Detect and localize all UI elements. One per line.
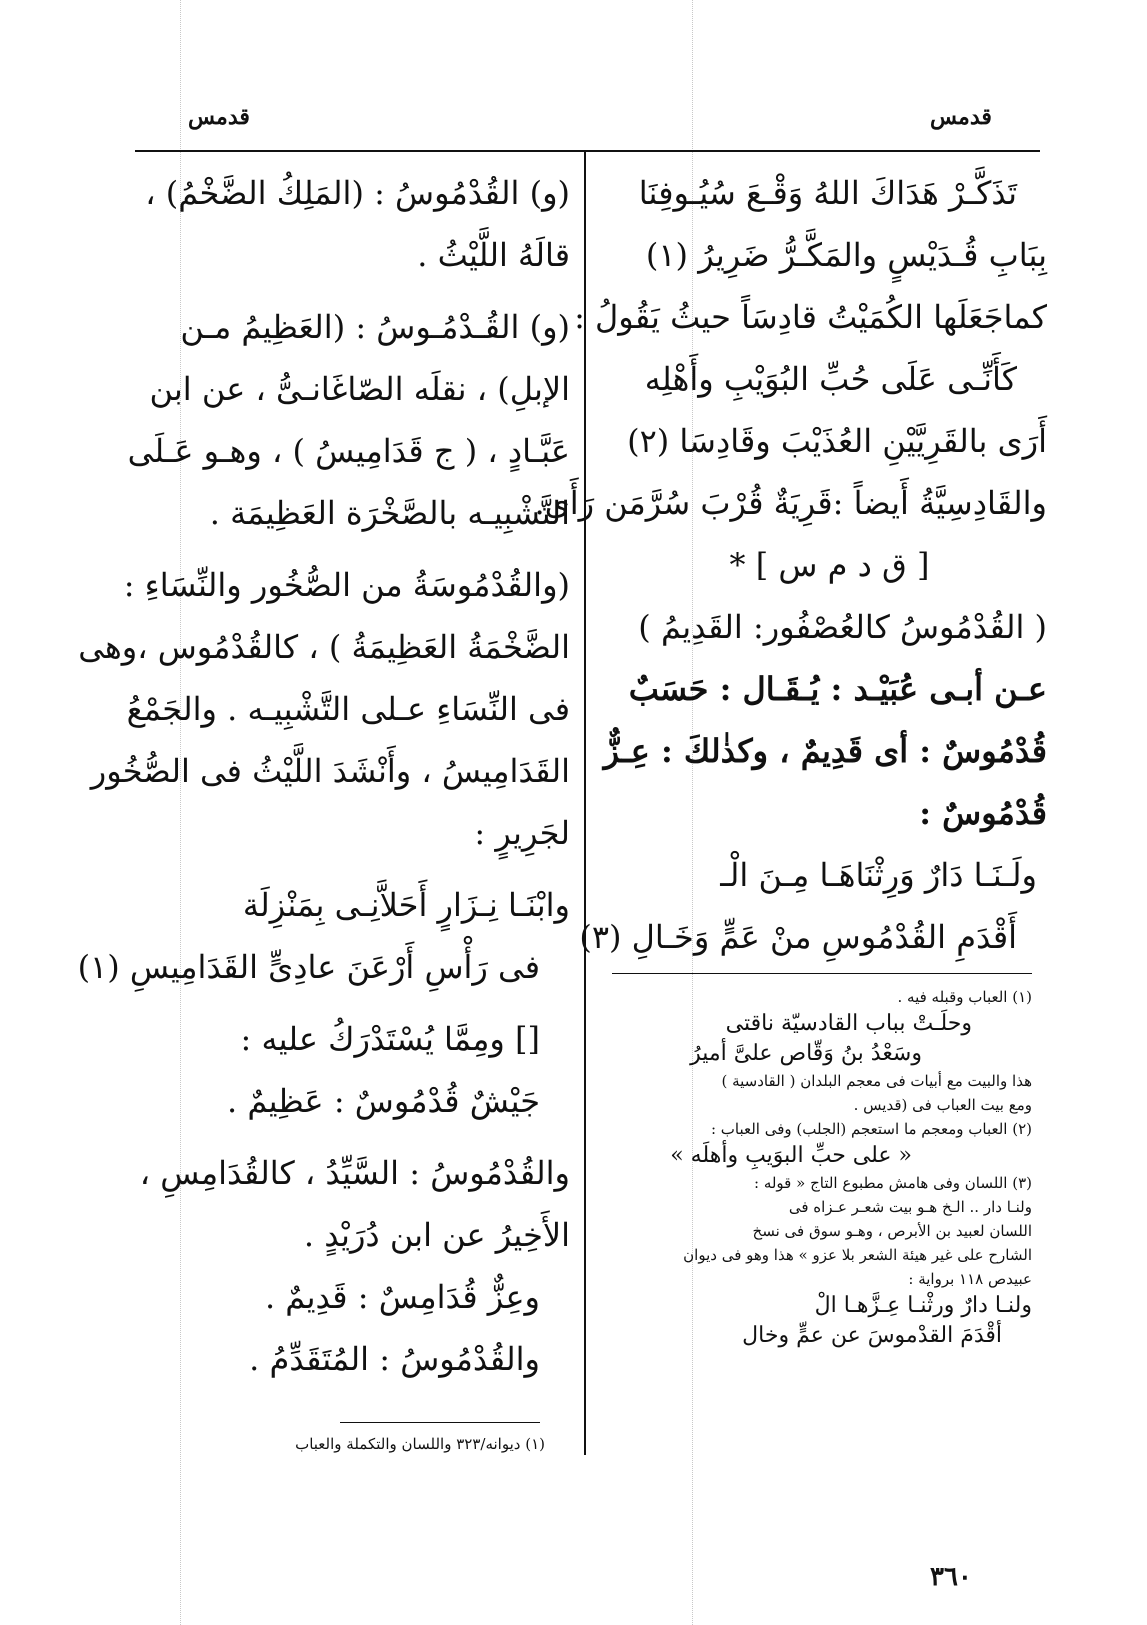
verse-line: ولَـنَـا دَارٌ وَرِثْنَاهَـا مِـنَ الْـ [720,856,1037,894]
footnote-verse: « على حبِّ البوَيبِ وأهلَه » [670,1143,912,1168]
verse-line: أَقْدَمِ القُدْمُوسِ منْ عَمٍّ وَخَـالِ (٣) [579,918,1017,956]
verse-line: أَرَى بالقَرِيَّيْنِ العُذَيْبَ وقَادِسَا (٢) [627,422,1047,460]
text-line: لجَرِيرٍ : [474,814,570,852]
text-line: والقُدْمُوسُ : المُتَقَدِّمُ . [249,1340,540,1378]
footnote-text: اللسان لعبيد بن الأبرص ، وهـو سوق فى نسخ [752,1222,1032,1240]
entry-heading: [ ق د م س ] * [729,546,930,584]
text-line: ( القُدْمُوسُ كالعُصْفُور: القَدِيمُ ) [638,608,1047,646]
footnote-text: ولنـا دار .. الـخ هـو بيت شعـر عـزاه فى [788,1198,1032,1216]
footnote-text: هذا والبيت مع أبيات فى معجم البلدان ( القادسية ) [721,1072,1032,1090]
text-line: قُدْمُوسٌ : [919,794,1047,832]
text-line: [] ومِمَّا يُسْتَدْرَكُ عليه : [240,1020,540,1058]
text-line: القَدَامِيسُ ، وأَنْشَدَ اللَّيْثُ فى الصُّخُور [90,752,570,790]
text-line: عَبَّـادٍ ، ( ج قَدَامِيسُ ) ، وهـو عَـلَى [127,432,570,470]
footnote-verse: وحلَـتْ بباب القادسيّة ناقتى [725,1011,972,1036]
text-line: والقَادِسِيَّةُ أَيضاً :قَرِيَةٌ قُرْبَ سُرَّمَن رَأَى. [534,484,1047,522]
text-line: فى النِّسَاءِ عـلى التَّشْبِيـه . والجَمْعُ [126,690,570,728]
footnote-left: (١) ديوانه/٣٢٣ واللسان والتكملة والعباب [295,1435,545,1453]
verse-line: بِبَابِ قُـدَيْسٍ والمَكَّـرُّ ضَرِيرُ (١) [645,236,1047,274]
footnote-text: عبيدص ١١٨ برواية : [908,1270,1032,1288]
text-line: والقُدْمُوسُ : السَّيِّدُ ، كالقُدَامِسِ ، [139,1154,570,1192]
verse-line: كَأَنِّـى عَلَى حُبِّ البُوَيْبِ وأَهْلِه [644,360,1017,398]
footnotes-right [612,985,1032,1351]
text-line: كماجَعَلَها الكُمَيْتُ قادِسَاً حيثُ يَقُولُ : [574,298,1047,336]
text-line: الضَّخْمَةُ العَظِيمَةُ ) ، كالقُدْمُوس ،وهى [78,628,570,666]
page-number: ٣٦٠ [930,1562,972,1592]
left-column [77,162,570,1390]
running-header-right: قدمس [930,104,992,130]
footnote-verse: وسَعْدُ بنُ وَقّاص علىَّ أميرُ [690,1041,922,1066]
right-column [534,162,1047,968]
text-line: جَيْشٌ قُدْمُوسٌ : عَظِيمٌ . [227,1082,540,1120]
verse-line: تَذَكَّـرْ هَدَاكَ اللهُ وَقْـعَ سُيُـوفِنَا [638,174,1017,212]
footnote-rule-left [340,1422,540,1423]
header-rule [135,150,1040,152]
running-header-left: قدمس [188,104,250,130]
footnote-text: الشارح على غير هيئة الشعر بلا عزو » هذا وهو فى ديوان [683,1246,1032,1264]
text-line: الأَخِيرُ عن ابن دُرَيْدٍ . [303,1216,570,1254]
text-line: (و) القُـدْمُـوسُ : (العَظِيمُ مـن [180,308,570,346]
text-line: قُدْمُوسٌ : أى قَدِيمٌ ، وكذٰلكَ : عِـزٌّ [603,732,1047,770]
footnote-verse: أقْدَمَ القدْموسَ عن عمٍّ وخال [742,1323,1002,1348]
text-line: (والقُدْمُوسَةُ من الصُّخُور والنِّسَاءِ : [123,566,570,604]
text-line: عـن أبـى عُبَيْـد : يُـقَـال : حَسَبٌ [628,670,1047,708]
text-line: قالَهُ اللَّيْثُ . [417,236,570,274]
text-line: (و) القُدْمُوسُ : (المَلِكُ الضَّخْمُ) ، [145,174,570,212]
text-line: وعِزٌّ قُدَامِسٌ : قَدِيمٌ . [264,1278,540,1316]
footnote-3: (٣) اللسان وفى هامش مطبوع التاج « قوله : [754,1174,1032,1192]
text-line: التَّشْبِيـه بالصَّخْرَة العَظِيمَة . [209,494,570,532]
verse-line: وابْنَـا نِـزَارٍ أَحَلاَّنِـى بِمَنْزِلَة [242,886,570,924]
footnote-text: ومع بيت العباب فى (قديس . [853,1096,1032,1114]
footnote-rule-right [612,973,1032,974]
footnote-verse: ولنـا دارٌ ورثْنـا عِـزَّهـا الْ [814,1293,1032,1318]
verse-line: فى رَأْسِ أَرْعَنَ عادِىٍّ القَدَامِيسِ (١) [77,948,540,986]
footnote-1: (١) العباب وقبله فيه . [897,988,1032,1006]
text-line: الإبلِ) ، نقلَه الصّاغَانـىُّ ، عن ابن [149,370,570,408]
footnote-2: (٢) العباب ومعجم ما استعجم (الجلب) وفى العباب : [710,1120,1032,1138]
